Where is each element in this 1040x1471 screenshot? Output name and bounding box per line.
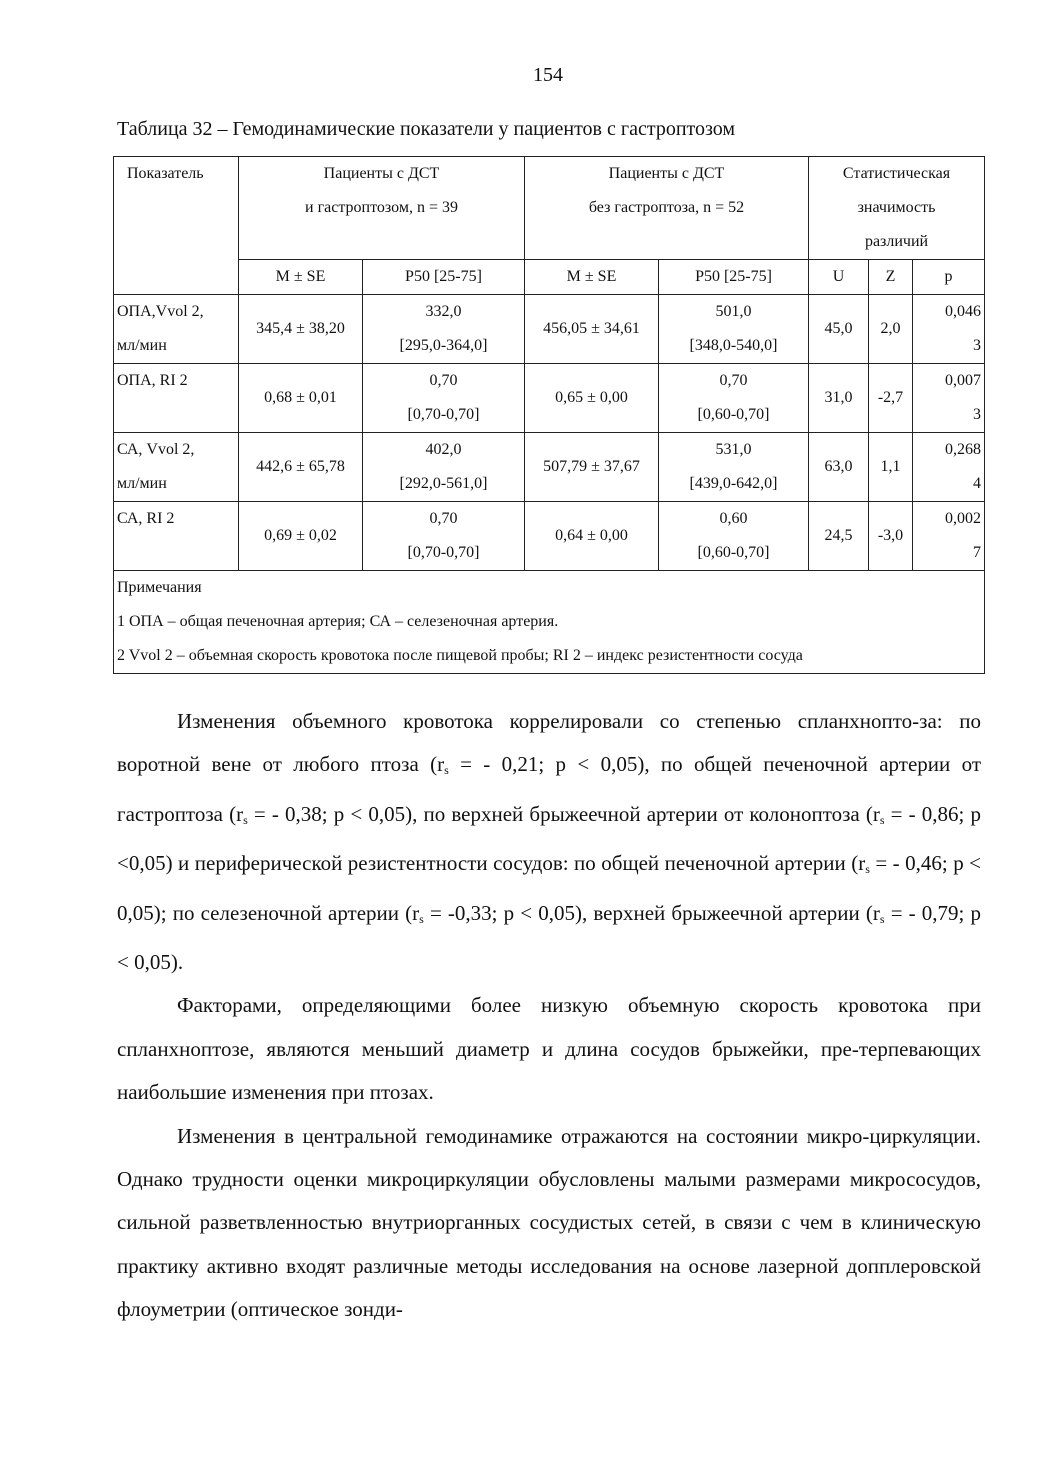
cell-m1: 0,68 ± 0,01 [239,364,363,433]
cell-p50-2-range: [439,0-642,0] [689,475,778,492]
subheader-z: Z [869,260,913,295]
subheader-p50-1: P50 [25-75] [363,260,525,295]
cell-p-line-1: 0,268 [945,441,982,458]
cell-p-line-1: 0,002 [945,510,982,527]
paragraph-1-part: = - 0,86; p <0,05) и периферической резистентности сосудов: по общей печеночной артерии (r [117,801,982,876]
header-group-1-line-2: и гастроптозом, n = 39 [305,199,458,216]
cell-p50-1-range: [0,70-0,70] [407,406,480,423]
cell-u: 63,0 [809,433,869,502]
cell-p [913,295,985,364]
subscript-s: s [243,812,248,827]
header-group-2 [525,157,809,260]
table-caption: Таблица 32 – Гемодинамические показатели у пациентов с гастроптозом [117,118,736,140]
cell-m2: 0,64 ± 0,00 [525,502,659,571]
cell-z: 1,1 [869,433,913,502]
table-row [114,295,985,364]
subscript-s: s [865,862,870,877]
paragraph-1-part: = - 0,79; p < 0,05). [117,900,982,975]
cell-p50-1-range: [295,0-364,0] [399,337,488,354]
paragraph-1-part: = - 0,21; p < 0,05), по общей печеночной артерии от гастроптоза (r [117,752,981,826]
cell-m2: 0,65 ± 0,00 [525,364,659,433]
cell-p-line-1: 0,046 [945,303,982,320]
row-label-line-2: мл/мин [117,475,167,492]
cell-u: 24,5 [809,502,869,571]
cell-p50-2 [659,502,809,571]
row-label-line-1: ОПА, RI 2 [117,372,188,389]
header-stat-line-1: Статистическая [842,165,951,182]
header-group-2-line-2: без гастроптоза, n = 52 [588,199,745,216]
row-label [114,295,239,364]
cell-m1: 345,4 ± 38,20 [239,295,363,364]
header-group-2-line-1: Пациенты с ДСТ [608,165,725,182]
header-group-1-line-1: Пациенты с ДСТ [323,165,440,182]
row-label-line-1: СА, Vvol 2, [117,441,195,458]
page-number: 154 [533,64,563,86]
table-notes [114,571,985,674]
cell-u: 45,0 [809,295,869,364]
header-group-1 [239,157,525,260]
cell-p50-1-median: 332,0 [425,303,462,320]
paragraph-1-part: Изменения объемного кровотока коррелировали со степенью спланхнопто-за: по воротной вене от любого птоза (r [117,709,981,777]
cell-p [913,502,985,571]
cell-p-line-2: 3 [973,337,982,354]
paragraph-1-part: = -0,33; p < 0,05), верхней брыжеечной артерии (r [423,900,880,925]
row-label-line-2 [117,398,235,432]
header-indicator: Показатель [114,157,239,295]
cell-z: 2,0 [869,295,913,364]
subheader-p: p [913,260,985,295]
cell-p50-1-median: 402,0 [425,441,462,458]
cell-m1: 0,69 ± 0,02 [239,502,363,571]
cell-p50-1-median: 0,70 [429,510,458,527]
cell-p50-2-median: 531,0 [715,441,752,458]
note-2: 2 Vvol 2 – объемная скорость кровотока после пищевой пробы; RI 2 – индекс резистентности сосуда [117,647,803,664]
table-row [114,364,985,433]
table-row [114,502,985,571]
subscript-s: s [879,911,885,926]
paragraph-3: Изменения в центральной гемодинамике отражаются на состоянии микро-циркуляции. Однако трудности оценки микроциркуляции обусловлены малыми размерами микрососудов, сильной разветвленностью внутриорганных сосудистых сетей, в связи с чем в клиническую практику активно входят различные методы исследования на основе лазерной допплеровской флоуметрии (оптическое зонди- [117,1123,981,1322]
table-subheader-row [114,260,985,295]
cell-p50-2-median: 0,70 [719,372,748,389]
row-label [114,364,239,433]
paragraph-1-part: = - 0,46; p < 0,05); по селезеночной артерии (r [117,851,981,925]
header-stat-line-3: различий [864,233,929,250]
cell-z: -3,0 [869,502,913,571]
cell-m1: 442,6 ± 65,78 [239,433,363,502]
cell-p50-1 [363,433,525,502]
cell-u: 31,0 [809,364,869,433]
subscript-s: s [419,911,424,926]
table-row [114,433,985,502]
row-label [114,502,239,571]
row-label [114,433,239,502]
cell-m2: 456,05 ± 34,61 [525,295,659,364]
row-label-line-2 [117,536,235,570]
cell-p-line-1: 0,007 [945,372,982,389]
cell-p50-2-median: 0,60 [719,510,748,527]
note-1: 1 ОПА – общая печеночная артерия; СА – селезеночная артерия. [117,613,559,630]
subheader-m-2: M ± SE [525,260,659,295]
cell-m2: 507,79 ± 37,67 [525,433,659,502]
subscript-s: s [879,812,885,827]
hemodynamics-table [113,156,985,674]
cell-p [913,364,985,433]
subheader-u: U [809,260,869,295]
subscript-s: s [444,763,449,778]
cell-p50-2 [659,364,809,433]
cell-p50-1-range: [292,0-561,0] [399,475,488,492]
cell-p50-2 [659,433,809,502]
cell-p50-2 [659,295,809,364]
body-text [117,700,981,1332]
cell-p50-2-median: 501,0 [715,303,752,320]
header-stat-line-2: значимость [857,199,936,216]
cell-p50-2-range: [348,0-540,0] [689,337,778,354]
table-notes-row [114,571,985,674]
notes-title: Примечания [117,579,202,596]
cell-p-line-2: 3 [973,406,982,423]
cell-p [913,433,985,502]
cell-p50-1-median: 0,70 [429,372,458,389]
paragraph-1 [117,700,981,984]
header-stat [809,157,985,260]
row-label-line-2: мл/мин [117,337,167,354]
cell-p-line-2: 4 [973,475,982,492]
cell-p50-2-range: [0,60-0,70] [697,544,770,561]
paragraph-2: Факторами, определяющими более низкую объемную скорость кровотока при спланхноптозе, являются меньший диаметр и длина сосудов брыжейки, пре-терпевающих наибольшие изменения при птозах. [117,993,981,1105]
cell-p50-1 [363,364,525,433]
cell-p50-1 [363,295,525,364]
table-header-row [114,157,985,260]
cell-z: -2,7 [869,364,913,433]
subheader-p50-2: P50 [25-75] [659,260,809,295]
subheader-m-1: M ± SE [239,260,363,295]
cell-p50-1 [363,502,525,571]
paragraph-1-part: = - 0,38; p < 0,05), по верхней брыжеечной артерии от колоноптоза (r [247,801,880,826]
row-label-line-1: ОПА,Vvol 2, [117,303,204,320]
cell-p-line-2: 7 [973,544,982,561]
cell-p50-1-range: [0,70-0,70] [407,544,480,561]
cell-p50-2-range: [0,60-0,70] [697,406,770,423]
row-label-line-1: СА, RI 2 [117,510,175,527]
